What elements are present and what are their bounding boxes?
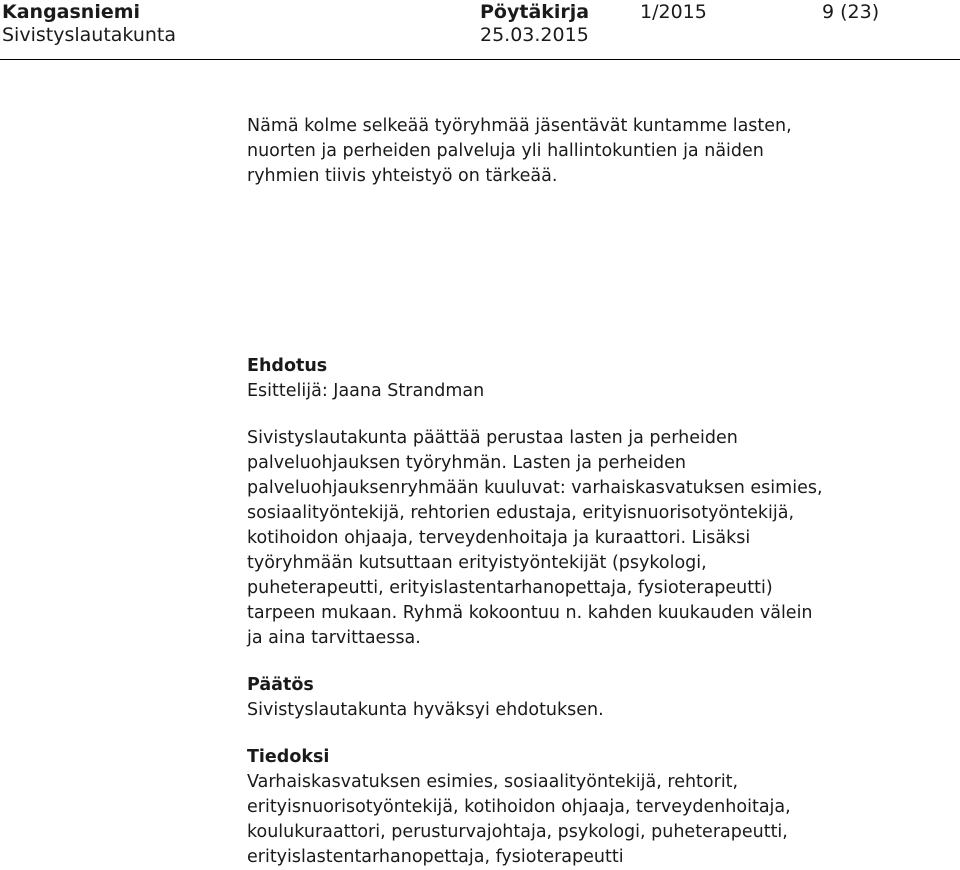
proposal-heading: Ehdotus: [247, 356, 328, 376]
spacer: [247, 189, 947, 354]
document-body: [247, 114, 947, 870]
document-type: Pöytäkirja: [480, 1, 590, 23]
decision-paragraph: Sivistyslautakunta hyväksyi ehdotuksen.: [247, 700, 604, 720]
document-number: 1/2015: [640, 1, 707, 23]
meeting-date: 25.03.2015: [480, 24, 589, 46]
info-heading: Tiedoksi: [247, 747, 330, 767]
decision-heading: Päätös: [247, 675, 314, 695]
header-divider: [0, 59, 960, 60]
info-paragraph: Varhaiskasvatuksen esimies, sosiaalityöntekijä, rehtorit, erityisnuorisotyöntekijä, kotihoidon ohjaaja, terveydenhoitaja, koulukuraattori, perusturvajohtaja, psykologi, puheterapeutti, erityislastentarhanopettaja, fysioterapeutti: [247, 772, 791, 867]
presenter-line: Esittelijä: Jaana Strandman: [247, 381, 485, 401]
page-number: 9 (23): [822, 1, 880, 23]
committee-name: Sivistyslautakunta: [2, 24, 177, 46]
municipality-name: Kangasniemi: [2, 1, 141, 23]
page-header: [0, 0, 960, 62]
intro-paragraph: Nämä kolme selkeää työryhmää jäsentävät kuntamme lasten, nuorten ja perheiden palveluja yli hallintokuntien ja näiden ryhmien tiivis yhteistyö on tärkeää.: [247, 116, 792, 186]
proposal-paragraph: Sivistyslautakunta päättää perustaa lasten ja perheiden palveluohjauksen työryhmän. Lasten ja perheiden palveluohjauksenryhmään kuuluvat: varhaiskasvatuksen esimies, sosiaalityöntekijä, rehtorien edustaja, erityisnuorisotyöntekijä, kotihoidon ohjaaja, terveydenhoitaja ja kuraattori. Lisäksi työryhmään kutsuttaan erityistyöntekijät (psykologi, puheterapeutti, erityislastentarhanopettaja, fysioterapeutti) tarpeen mukaan. Ryhmä kokoontuu n. kahden kuukauden välein ja aina tarvittaessa.: [247, 428, 823, 648]
